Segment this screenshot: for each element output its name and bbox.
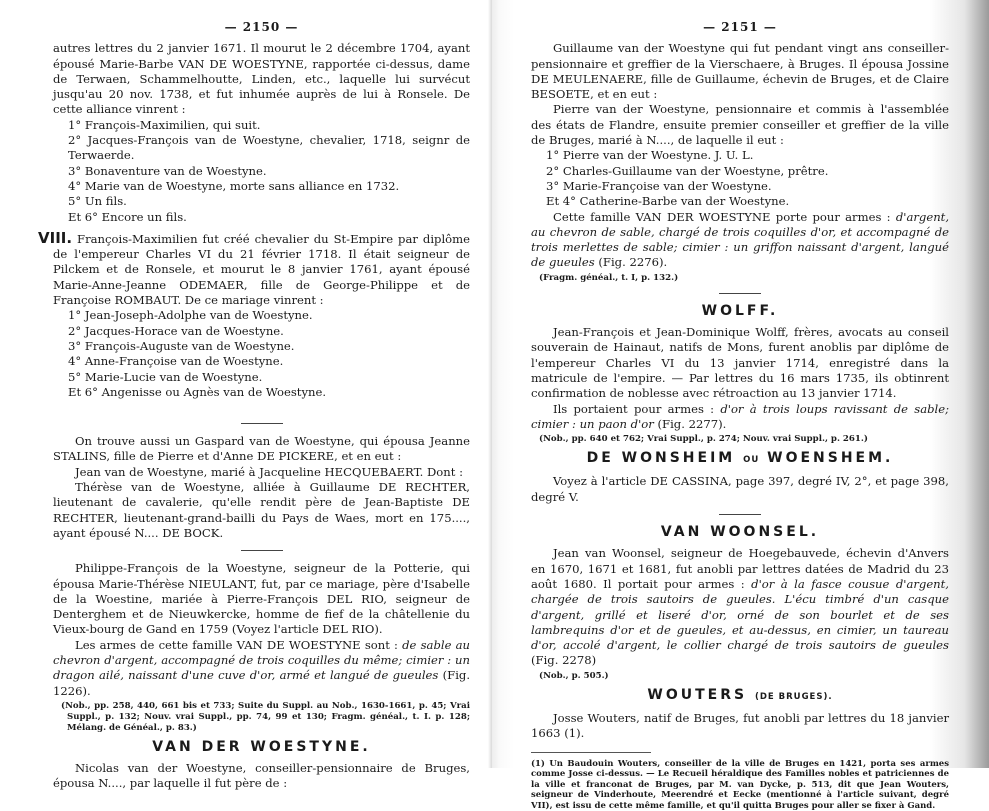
source-citation: (Nob., pp. 640 et 762; Vrai Suppl., p. 274; Nouv. vrai Suppl., p. 261.) <box>539 434 868 445</box>
child-item: 3° Marie-Françoise van der Woestyne. <box>546 178 772 193</box>
page-number-left: — 2150 — <box>224 20 299 34</box>
paragraph-jean: Jean van de Woestyne, marié à Jacqueline HECQUEBAERT. Dont : <box>75 464 463 479</box>
child-item: 2° Jacques-Horace van de Woestyne. <box>68 323 284 338</box>
heading-part: WOENSHEM. <box>767 450 894 467</box>
paragraph-pierre: Pierre van der Woestyne, pensionnaire et commis à l'assemblée des états de Flandre, ensuite premier conseiller et greffier de la ville de Bruges, marié à N...., de laquelle il eut : <box>531 102 949 148</box>
footnote: (1) Un Baudouin Wouters, conseiller de la ville de Bruges en 1421, porta ses armes comme Josse ci-dessus. — Le Recueil héraldique des Familles nobles et patriciennes de la ville et franconat de Bruges, par M. van Dycke, p. 513, dit que Jean Wouters, seigneur de Vinderhoute, Meerendré et Eecke (mentionné à l'article suivant, degré VII), est issu de cette même famille, et qu'il quitta Bruges pour aller se fixer à Gand. <box>531 758 949 811</box>
section-heading-wolff: WOLFF. <box>701 302 779 319</box>
child-item: 1° Jean-Joseph-Adolphe van de Woestyne. <box>68 308 313 323</box>
arms-blazon: d'or à la fasce cousue d'argent, chargée de trois sautoirs de gueules. L'écu timbré d'un casque d'argent, grillé et liseré d'or, orné de son bourlet et de ses lambrequins d'or et de gueules, et au-dessus, en cimier, un taureau d'or, accolé d'argent, le collier chargé de trois sautoirs de gueules <box>531 576 949 653</box>
paragraph-arms <box>531 210 949 271</box>
child-item: 4° Marie van de Woestyne, morte sans alliance en 1732. <box>68 178 400 193</box>
paragraph-wolff: Jean-François et Jean-Dominique Wolff, frères, avocats au conseil souverain de Hainaut, natifs de Mons, furent anoblis par diplôme de l'empereur Charles VI du 13 janvier 1714, enregistré dans la matricule de l'empire. — Par lettres du 16 mars 1735, ils obtinrent confirmation de noblesse avec rétroaction au 13 janvier 1714. <box>531 325 949 401</box>
paragraph-wonsheim: Voyez à l'article DE CASSINA, page 397, degré IV, 2°, et page 398, degré V. <box>531 474 949 504</box>
degree-viii-text: François-Maximilien fut créé chevalier du St-Empire par diplôme de l'empereur Charles VI du 21 février 1718. Il était seigneur de Pilckem et de Ronsele, et mourut le 8 janvier 1761, ayant épousé Marie-Anne-Jeanne ODEMAER, fille de George-Philippe et de Françoise ROMBAUT. De ce mariage vinrent : <box>53 231 471 308</box>
paragraph-philippe: Philippe-François de la Woestyne, seigneur de la Potterie, qui épousa Marie-Thérèse NIEULANT, fut, par ce mariage, père d'Isabelle de la Woestine, mariée à Pierre-François DEL RIO, seigneur de Denterghem et de Nieuwkercke, homme de fief de la châtellenie du Vieux-bourg de Gand en 1759 (Voyez l'article DEL RIO). <box>53 561 470 637</box>
woonsel-text: Jean van Woonsel, seigneur de Hoegebauvede, échevin d'Anvers en 1670, 1671 et 1681, fut anobli par lettres datées de Madrid du 23 août 1680. Il portait pour armes : <box>531 546 949 591</box>
paragraph-marriage: autres lettres du 2 janvier 1671. Il mourut le 2 décembre 1704, ayant épousé Marie-Barbe VAN DE WOESTYNE, rapportée ci-dessus, dame de Terwaen, Schammelhoutte, Linden, etc., laquelle lui survécut jusqu'au 20 nov. 1738, et fut inhumée auprès de lui à Ronsele. De cette alliance vinrent : <box>53 41 470 117</box>
paragraph-nicolas: Nicolas van der Woestyne, conseiller-pensionnaire de Bruges, épousa N...., par laquelle il fut père de : <box>53 761 470 791</box>
section-heading-wouters <box>531 688 949 705</box>
child-item: Et 6° Angenisse ou Agnès van de Woestyne. <box>68 384 327 399</box>
heading-subtitle: (DE BRUGES). <box>754 691 833 702</box>
section-heading-van-woonsel: VAN WOONSEL. <box>660 524 820 541</box>
right-page <box>492 0 989 811</box>
arms-intro: Les armes de cette famille VAN DE WOESTYNE sont : <box>75 637 398 652</box>
child-item: 3° François-Auguste van de Woestyne. <box>68 338 295 353</box>
section-divider <box>719 293 761 294</box>
paragraph-therese: Thérèse van de Woestyne, alliée à Guillaume DE RECHTER, lieutenant de cavalerie, qu'elle rendit père de Jean-Baptiste DE RECHTER, lieutenant-grand-bailli du Pays de Waes, mort en 175...., ayant épousé N.... DE BOCK. <box>53 480 470 540</box>
arms-blazon: d'argent, au chevron de sable, chargé de trois coquilles d'or, et accompagné de trois merlettes de sable; cimier : un griffon naissant d'argent, langué de gueules <box>531 209 950 270</box>
section-heading-wonsheim <box>531 451 949 468</box>
child-item: 2° Charles-Guillaume van der Woestyne, prêtre. <box>546 163 829 178</box>
left-page <box>0 0 492 791</box>
section-heading-van-der-woestyne: VAN DER WOESTYNE. <box>152 738 371 755</box>
paragraph-arms <box>531 402 949 433</box>
paragraph-gaspard: On trouve aussi un Gaspard van de Woestyne, qui épousa Jeanne STALINS, fille de Pierre et d'Anne DE PICKERE, et en eut : <box>53 434 470 464</box>
heading-part: WOUTERS <box>647 686 748 703</box>
child-item: 4° Anne-Françoise van de Woestyne. <box>68 354 284 369</box>
child-item: Et 4° Catherine-Barbe van der Woestyne. <box>546 194 790 209</box>
paragraph-arms <box>53 638 470 699</box>
paragraph-guillaume: Guillaume van der Woestyne qui fut pendant vingt ans conseiller-pensionnaire et greffier de la Vierschaere, à Bruges. Il épousa Jossine DE MEULENAERE, fille de Guillaume, échevin de Bruges, et de Claire BESOETE, et en eut : <box>531 41 949 102</box>
source-citation: (Nob., pp. 258, 440, 661 bis et 733; Suite du Suppl. au Nob., 1630-1661, p. 45; Vrai Suppl., p. 132; Nouv. vrai Suppl., pp. 74, 99 et 130; Fragm. généal., t. I. p. 128; Mélang. de Généal., p. 83.) <box>61 700 470 733</box>
footnote-divider <box>531 752 651 753</box>
section-divider <box>719 514 761 515</box>
arms-blazon: d'or à trois loups ravissant de sable; cimier : un paon d'or <box>531 401 950 431</box>
child-item: 1° Pierre van der Woestyne. J. U. L. <box>546 148 754 163</box>
arms-intro: Ils portaient pour armes : <box>553 401 715 416</box>
arms-figure-ref: (Fig. 2278) <box>531 653 597 668</box>
child-item: Et 6° Encore un fils. <box>68 209 187 224</box>
heading-connector: OU <box>743 455 760 466</box>
arms-figure-ref: (Fig. 2277). <box>657 416 727 431</box>
child-item: 1° François-Maximilien, qui suit. <box>68 117 261 132</box>
source-citation: (Fragm. généal., t. I, p. 132.) <box>539 272 679 283</box>
paragraph-woonsel <box>531 546 949 668</box>
arms-figure-ref: (Fig. 1226). <box>53 668 471 698</box>
arms-figure-ref: (Fig. 2276). <box>598 255 668 270</box>
source-citation: (Nob., p. 505.) <box>539 670 609 681</box>
child-item: 5° Marie-Lucie van de Woestyne. <box>68 369 263 384</box>
degree-viii-paragraph <box>38 228 471 308</box>
arms-intro: Cette famille VAN DER WOESTYNE porte pour armes : <box>553 209 891 224</box>
section-divider <box>241 550 283 551</box>
arms-blazon: de sable au chevron d'argent, accompagné de trois coquilles du même; cimier : un dragon ailé, naissant d'une cuve d'or, armé et langué de gueules <box>53 637 470 683</box>
page-number-right: — 2151 — <box>703 20 777 34</box>
paragraph-wouters: Josse Wouters, natif de Bruges, fut anobli par lettres du 18 janvier 1663 (1). <box>531 710 949 741</box>
child-item: 5° Un fils. <box>68 194 127 209</box>
heading-part: DE WONSHEIM <box>586 450 736 467</box>
child-item: 2° Jacques-François van de Woestyne, chevalier, 1718, seignr de Terwaerde. <box>68 133 470 163</box>
section-divider <box>241 423 283 424</box>
degree-numeral: VIII. <box>38 228 73 247</box>
child-item: 3° Bonaventure van de Woestyne. <box>68 163 267 178</box>
